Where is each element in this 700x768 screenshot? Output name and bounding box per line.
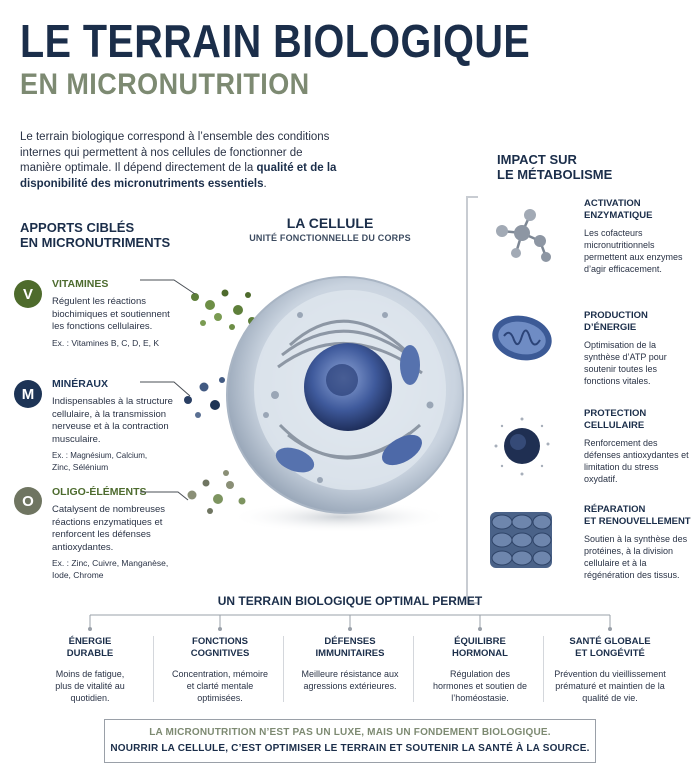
tissue-icon <box>488 508 554 572</box>
benefit-hormonal-title-line1: ÉQUILIBRE <box>454 636 506 647</box>
intro-text: Le terrain biologique correspond à l’ensemble des conditions internes qui permettent à nos cellules de fonctionner de manière optimale. Il dépend directement de la <box>20 131 330 174</box>
impact-item-1-desc: Les cofacteurs micronutritionnels permettent aux enzymes d’agir efficacement. <box>584 228 683 274</box>
impact-item-3-title-line1: PROTECTION <box>584 408 647 419</box>
shield-sphere-icon <box>490 414 554 478</box>
oligo-example: Ex. : Zinc, Cuivre, Manganèse, Iode, Chrome <box>52 558 169 580</box>
apports-title-line1: APPORTS CIBLÉS <box>20 220 135 235</box>
benefit-energie-title-line1: ÉNERGIE <box>68 636 112 647</box>
benefit-cognitives-title-line1: FONCTIONS <box>192 636 248 647</box>
intro-text-bold: qualité et de la disponibilité des micronutriments essentiels <box>20 162 337 190</box>
oligo-title: OLIGO-ÉLÉMENTS <box>52 486 147 498</box>
mineraux-example-line2: Zinc, Sélénium <box>52 461 109 472</box>
benefit-longevite-title-line2: ET LONGÉVITÉ <box>575 648 645 659</box>
impact-item-4-desc: Soutien à la synthèse des protéines, à la division cellulaire et à la régénération des tissus. <box>584 534 688 580</box>
impact-title <box>497 152 612 182</box>
impact-item-1-title-line2: ENZYMATIQUE <box>584 210 653 221</box>
mitochondria-icon <box>490 310 554 366</box>
apports-title-line2: EN MICRONUTRIMENTS <box>20 235 171 250</box>
optimal-title: UN TERRAIN BIOLOGIQUE OPTIMAL PERMET <box>217 594 483 608</box>
mineraux-desc: Indispensables à la structure cellulaire, à la transmission nerveuse et à la contraction musculaire. <box>52 396 173 445</box>
benefit-longevite-desc: Prévention du vieillissement prématuré et maintien de la qualité de vie. <box>554 669 666 703</box>
benefit-hormonal-desc: Régulation des hormones et soutien de l’homéostasie. <box>432 669 528 703</box>
impact-bracket <box>466 196 478 604</box>
impact-item-2-title-line1: PRODUCTION <box>584 310 648 321</box>
oligo-badge: O <box>14 487 42 515</box>
cell-illustration <box>170 255 470 545</box>
impact-item-2-title-line2: D’ÉNERGIE <box>584 322 637 333</box>
impact-item-4-title-line1: RÉPARATION <box>584 504 646 515</box>
benefit-energie-title-line2: DURABLE <box>66 648 114 659</box>
connector-lines <box>140 270 200 510</box>
intro-paragraph <box>20 130 340 192</box>
impact-item-3-desc: Renforcement des défenses antioxydantes et limitation du stress oxydatif. <box>584 438 689 484</box>
intro-text-end: . <box>263 177 267 190</box>
impact-item-3 <box>584 408 694 485</box>
impact-item-2 <box>584 310 694 387</box>
benefit-energie <box>25 636 155 704</box>
molecule-icon <box>490 205 554 269</box>
benefit-cognitives <box>155 636 285 704</box>
impact-item-4 <box>584 504 694 581</box>
impact-item-4-title-line2: ET RENOUVELLEMENT <box>584 516 691 527</box>
impact-item-1-title-line1: ACTIVATION <box>584 198 641 209</box>
mineraux-badge: M <box>14 380 42 408</box>
page-title: LE TERRAIN BIOLOGIQUE <box>20 15 531 67</box>
optimal-tree-lines <box>80 609 620 633</box>
benefit-immunitaires-title-line2: IMMUNITAIRES <box>315 648 385 659</box>
cell-heading <box>235 215 425 243</box>
vitamin-particles <box>191 290 256 331</box>
cell-title: LA CELLULE <box>286 215 374 231</box>
impact-title-line1: IMPACT SUR <box>497 152 577 167</box>
benefit-longevite <box>535 636 685 704</box>
footer-banner <box>104 719 596 763</box>
benefit-immunitaires <box>285 636 415 692</box>
benefit-divider <box>413 636 414 702</box>
vitamines-example: Ex. : Vitamines B, C, D, E, K <box>52 337 160 348</box>
vitamines-title: VITAMINES <box>52 278 109 290</box>
benefit-hormonal-title-line2: HORMONAL <box>452 648 508 659</box>
mineraux-example-line1: Ex. : Magnésium, Calcium, <box>52 451 148 460</box>
impact-item-3-title-line2: CELLULAIRE <box>584 420 645 431</box>
benefit-divider <box>153 636 154 702</box>
benefit-cognitives-desc: Concentration, mémoire et clarté mentale optimisées. <box>171 669 269 703</box>
benefit-immunitaires-title-line1: DÉFENSES <box>324 636 376 647</box>
benefit-hormonal <box>415 636 545 704</box>
vitamines-desc: Régulent les réactions biochimiques et soutiennent les fonctions cellulaires. <box>52 296 170 332</box>
footer-line2: NOURRIR LA CELLULE, C’EST OPTIMISER LE TERRAIN ET SOUTENIR LA SANTÉ À LA SOURCE. <box>110 743 590 754</box>
apports-title <box>20 220 170 250</box>
benefit-divider <box>283 636 284 702</box>
mineraux-title: MINÉRAUX <box>52 378 109 390</box>
page-subtitle: EN MICRONUTRITION <box>20 68 310 101</box>
benefit-cognitives-title-line2: COGNITIVES <box>190 648 250 659</box>
benefit-energie-desc: Moins de fatigue, plus de vitalité au quotidien. <box>55 669 125 703</box>
impact-item-1 <box>584 198 694 275</box>
impact-title-line2: LE MÉTABOLISME <box>497 167 613 182</box>
footer-line1: LA MICRONUTRITION N’EST PAS UN LUXE, MAIS UN FONDEMENT BIOLOGIQUE. <box>149 727 551 738</box>
oligo-desc: Catalysent de nombreuses réactions enzymatiques et renforcent les défenses antioxydantes. <box>52 504 166 553</box>
vitamines-badge: V <box>14 280 42 308</box>
cell-subtitle: UNITÉ FONCTIONNELLE DU CORPS <box>249 233 411 243</box>
impact-item-2-desc: Optimisation de la synthèse d’ATP pour soutenir toutes les fonctions vitales. <box>584 340 667 386</box>
benefit-longevite-title-line1: SANTÉ GLOBALE <box>569 636 651 647</box>
benefit-immunitaires-desc: Meilleure résistance aux agressions extérieures. <box>301 669 399 691</box>
